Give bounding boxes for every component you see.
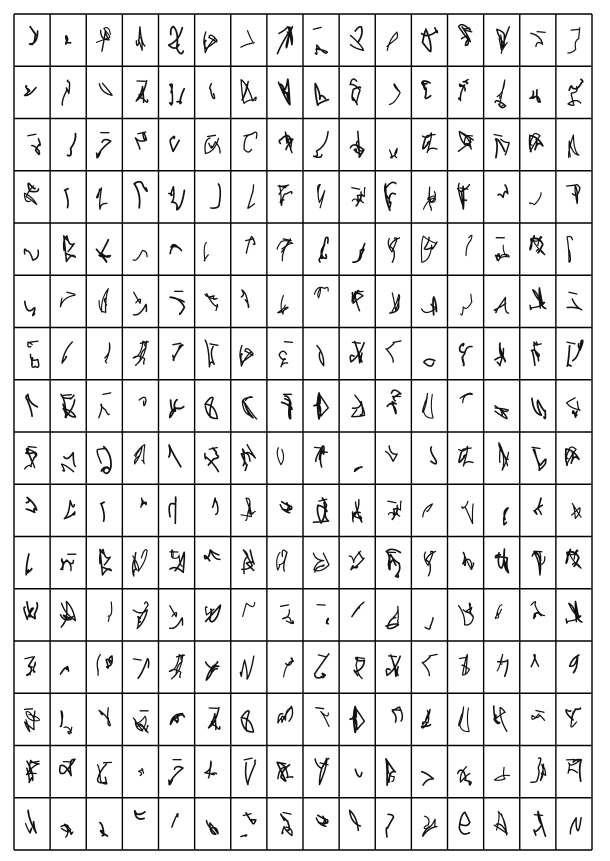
handwritten-accent-stroke [352, 342, 360, 343]
handwritten-accent-stroke [284, 342, 292, 343]
handwritten-accent-stroke [571, 29, 579, 30]
handwritten-accent-stroke [25, 709, 33, 710]
handwritten-accent-stroke [537, 32, 545, 33]
handwritten-accent-stroke [392, 710, 400, 711]
handwritten-accent-stroke [355, 291, 363, 292]
handwritten-accent-stroke [535, 815, 543, 816]
handwritten-accent-stroke [389, 656, 397, 657]
handwritten-accent-stroke [28, 447, 36, 448]
handwritten-accent-stroke [356, 658, 364, 659]
handwritten-accent-stroke [317, 605, 325, 606]
handwritten-stroke [327, 618, 329, 623]
handwritten-accent-stroke [63, 395, 71, 396]
handwritten-accent-stroke [315, 447, 323, 448]
handwritten-accent-stroke [465, 135, 473, 136]
handwritten-accent-stroke [567, 185, 575, 186]
